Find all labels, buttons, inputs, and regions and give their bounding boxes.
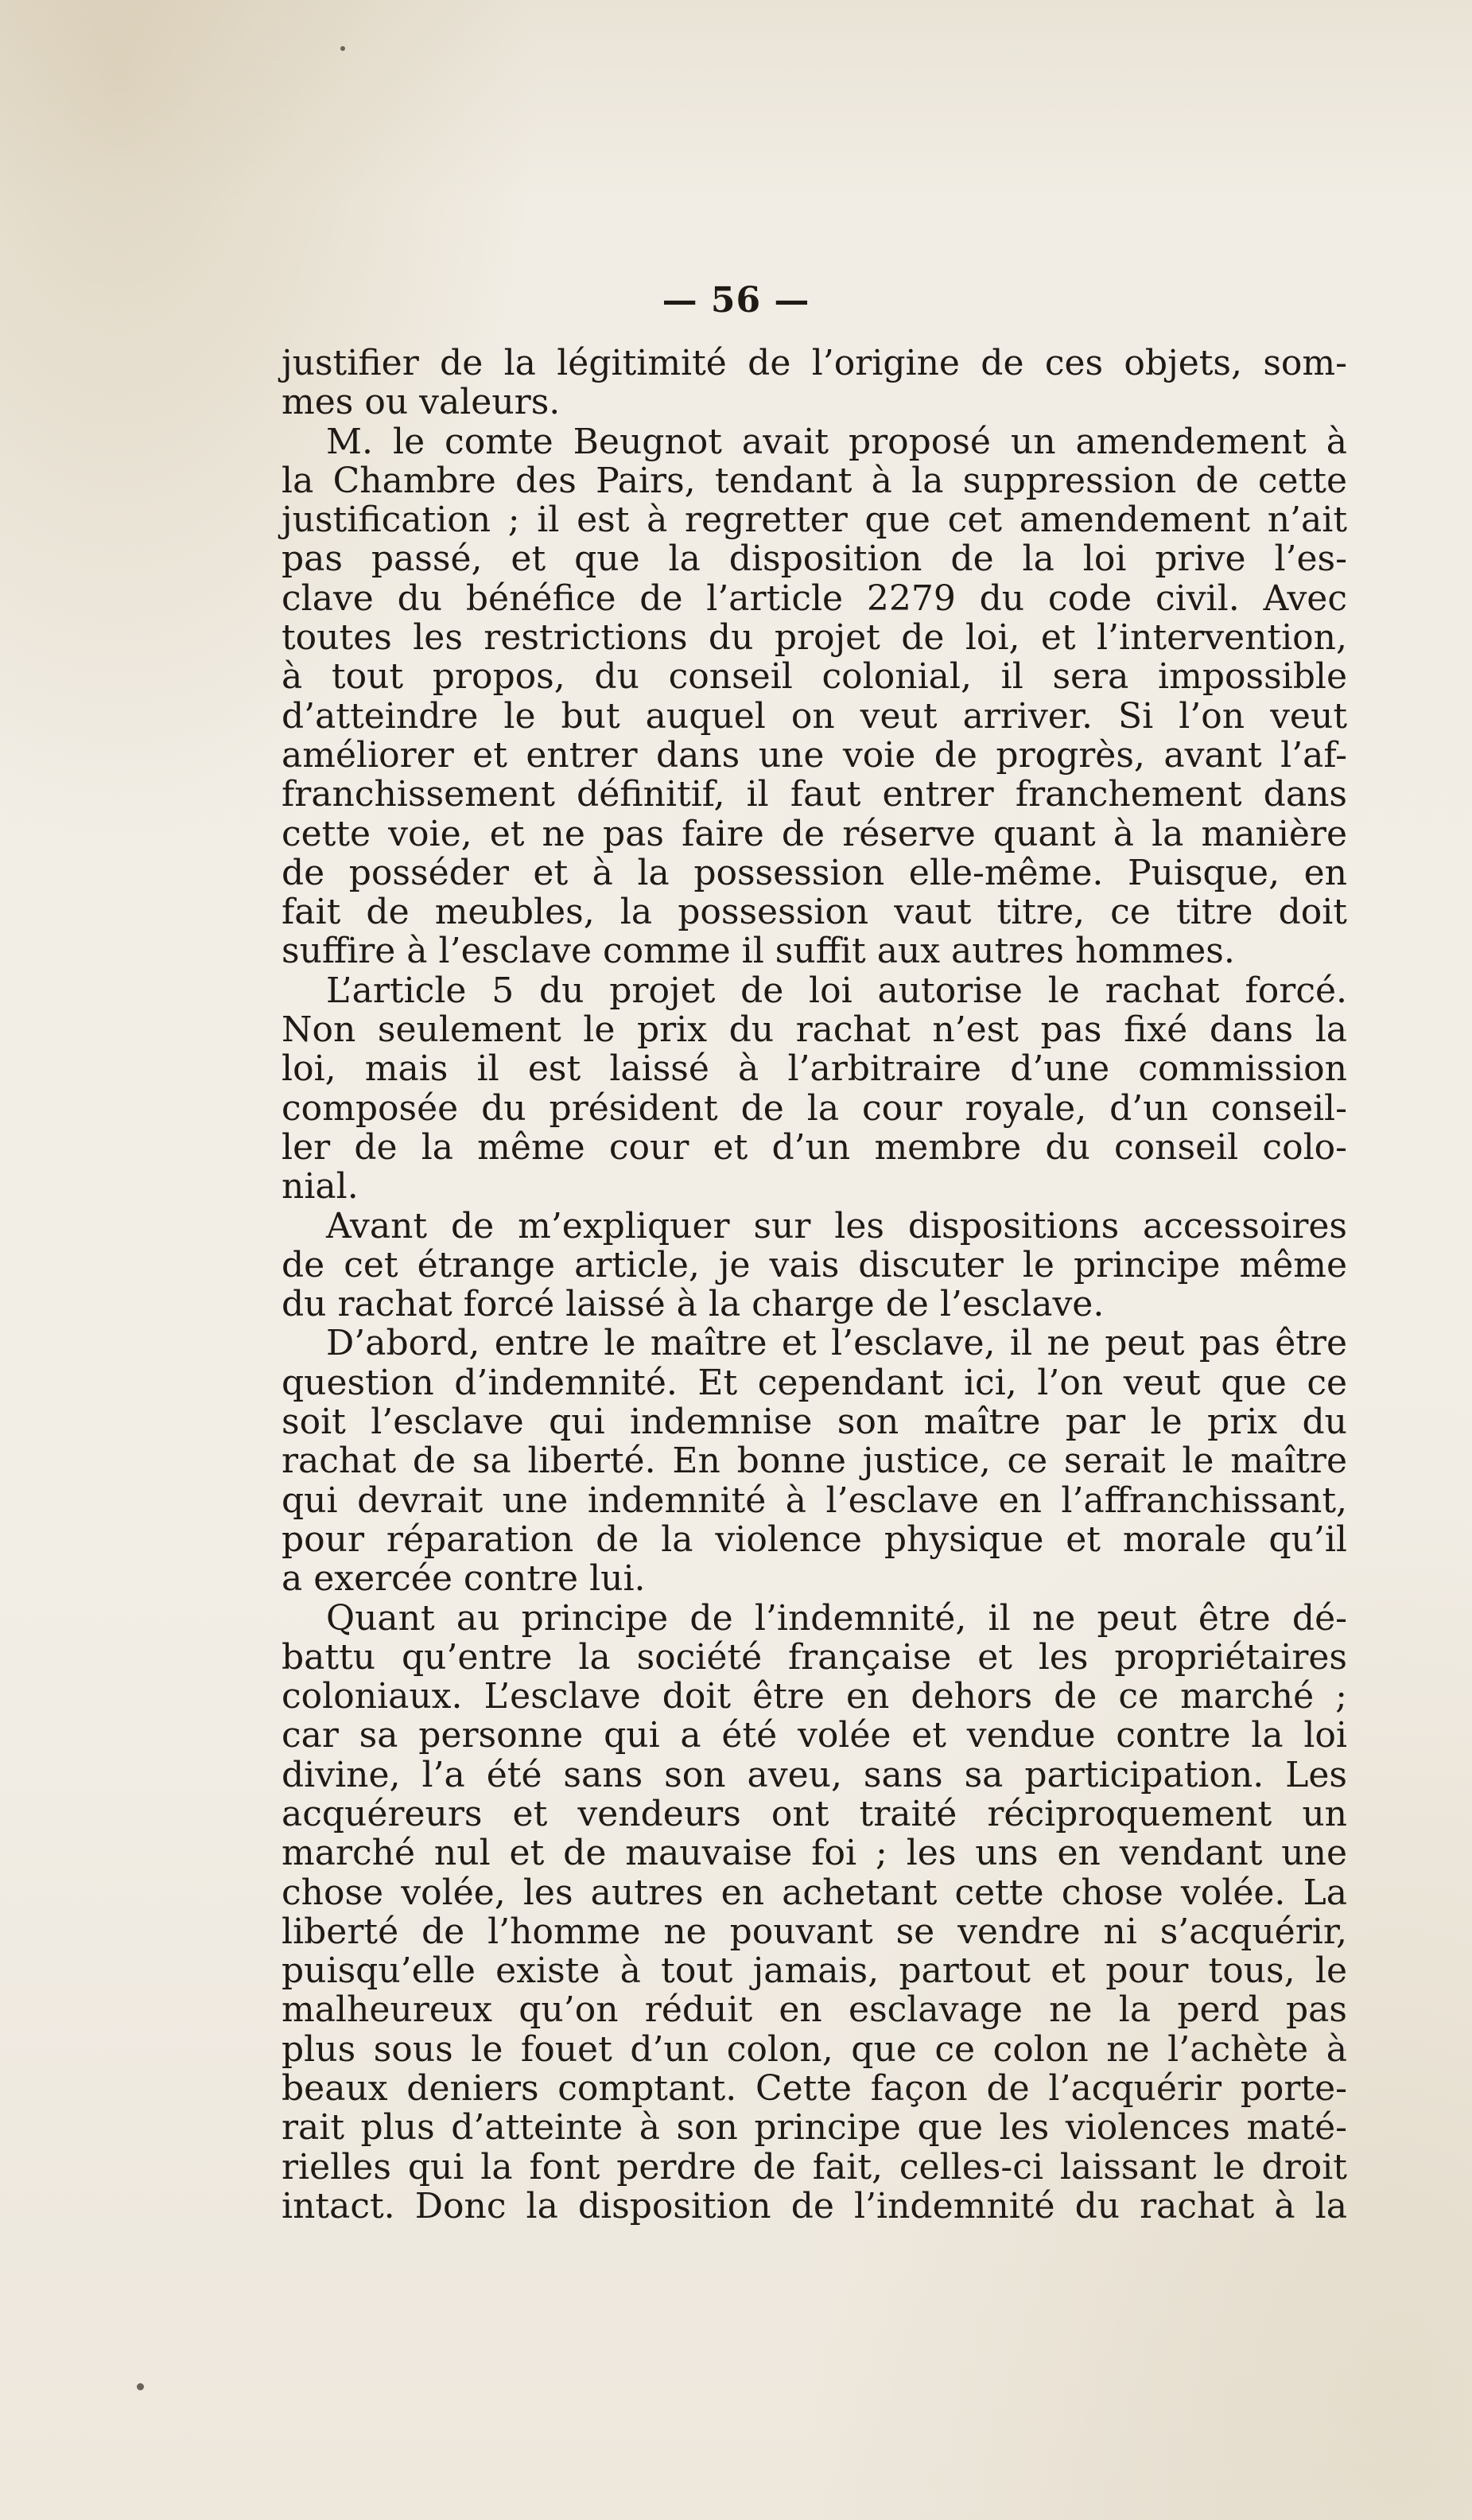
text-line: toutes les restrictions du projet de loi, et l’intervention, bbox=[282, 617, 1347, 659]
text-line: Quant au principe de l’indemnité, il ne peut être dé- bbox=[326, 1597, 1347, 1639]
ink-speck bbox=[340, 46, 345, 51]
text-line: franchissement définitif, il faut entrer franchement dans bbox=[282, 774, 1347, 815]
text-line: composée du président de la cour royale, d’un conseil- bbox=[282, 1087, 1347, 1129]
text-line: pas passé, et que la disposition de la loi prive l’es- bbox=[282, 539, 1347, 580]
text-line: marché nul et de mauvaise foi ; les uns en vendant une bbox=[282, 1833, 1347, 1874]
text-line: puisqu’elle existe à tout jamais, partout et pour tous, le bbox=[282, 1950, 1347, 1992]
text-line: mes ou valeurs. bbox=[282, 382, 561, 423]
text-line: L’article 5 du projet de loi autorise le rachat forcé. bbox=[326, 970, 1347, 1011]
text-line: question d’indemnité. Et cependant ici, l’on veut que ce bbox=[282, 1362, 1347, 1403]
text-line: soit l’esclave qui indemnise son maître par le prix du bbox=[282, 1402, 1347, 1443]
text-line: intact. Donc la disposition de l’indemnité du rachat à la bbox=[282, 2185, 1347, 2226]
text-line: coloniaux. L’esclave doit être en dehors de ce marché ; bbox=[282, 1676, 1347, 1717]
text-line: car sa personne qui a été volée et vendue contre la loi bbox=[282, 1715, 1347, 1756]
text-line: qui devrait une indemnité à l’esclave en l’affranchissant, bbox=[282, 1480, 1347, 1521]
text-line: cette voie, et ne pas faire de réserve quant à la manière bbox=[282, 813, 1347, 854]
text-line: divine, l’a été sans son aveu, sans sa participation. Les bbox=[282, 1754, 1347, 1795]
text-line: liberté de l’homme ne pouvant se vendre ni s’acquérir, bbox=[282, 1911, 1347, 1952]
text-line: battu qu’entre la société française et les propriétaires bbox=[282, 1636, 1347, 1678]
text-line: suffire à l’esclave comme il suffit aux autres hommes. bbox=[282, 931, 1235, 972]
text-line: chose volée, les autres en achetant cette chose volée. La bbox=[282, 1872, 1347, 1913]
ink-speck bbox=[137, 2383, 144, 2390]
text-line: à tout propos, du conseil colonial, il sera impossible bbox=[282, 656, 1347, 698]
text-line: a exercée contre lui. bbox=[282, 1558, 646, 1600]
text-line: nial. bbox=[282, 1166, 359, 1208]
text-line: M. le comte Beugnot avait proposé un amendement à bbox=[326, 421, 1347, 462]
text-line: plus sous le fouet d’un colon, que ce colon ne l’achète à bbox=[282, 2028, 1347, 2070]
text-line: beaux deniers comptant. Cette façon de l’acquérir porte- bbox=[282, 2068, 1347, 2110]
text-line: améliorer et entrer dans une voie de progrès, avant l’af- bbox=[282, 734, 1347, 776]
text-line: rielles qui la font perdre de fait, celles-ci laissant le droit bbox=[282, 2146, 1347, 2188]
body-text bbox=[282, 344, 1347, 2226]
text-line: loi, mais il est laissé à l’arbitraire d’une commission bbox=[282, 1048, 1347, 1090]
text-line: de cet étrange article, je vais discuter le principe même bbox=[282, 1244, 1347, 1285]
text-line: du rachat forcé laissé à la charge de l’esclave. bbox=[282, 1284, 1105, 1325]
text-line: clave du bénéfice de l’article 2279 du code civil. Avec bbox=[282, 578, 1347, 619]
text-line: rachat de sa liberté. En bonne justice, ce serait le maître bbox=[282, 1441, 1347, 1482]
text-line: Avant de m’expliquer sur les dispositions accessoires bbox=[326, 1205, 1347, 1246]
text-line: D’abord, entre le maître et l’esclave, il ne peut pas être bbox=[326, 1323, 1347, 1364]
text-line: de posséder et à la possession elle-même. Puisque, en bbox=[282, 852, 1347, 893]
page-number: — 56 — bbox=[662, 280, 810, 321]
text-line: acquéreurs et vendeurs ont traité réciproquement un bbox=[282, 1793, 1347, 1834]
text-line: pour réparation de la violence physique et morale qu’il bbox=[282, 1519, 1347, 1560]
text-line: fait de meubles, la possession vaut titre, ce titre doit bbox=[282, 892, 1347, 933]
text-line: la Chambre des Pairs, tendant à la suppression de cette bbox=[282, 460, 1347, 501]
text-line: rait plus d’atteinte à son principe que les violences maté- bbox=[282, 2107, 1347, 2149]
text-line: ler de la même cour et d’un membre du conseil colo- bbox=[282, 1126, 1347, 1168]
text-line: malheureux qu’on réduit en esclavage ne la perd pas bbox=[282, 1989, 1347, 2031]
text-line: d’atteindre le but auquel on veut arriver. Si l’on veut bbox=[282, 695, 1347, 737]
text-line: Non seulement le prix du rachat n’est pas fixé dans la bbox=[282, 1009, 1347, 1051]
text-line: justifier de la légitimité de l’origine de ces objets, som- bbox=[282, 343, 1347, 383]
text-line: justification ; il est à regretter que cet amendement n’ait bbox=[282, 500, 1347, 541]
